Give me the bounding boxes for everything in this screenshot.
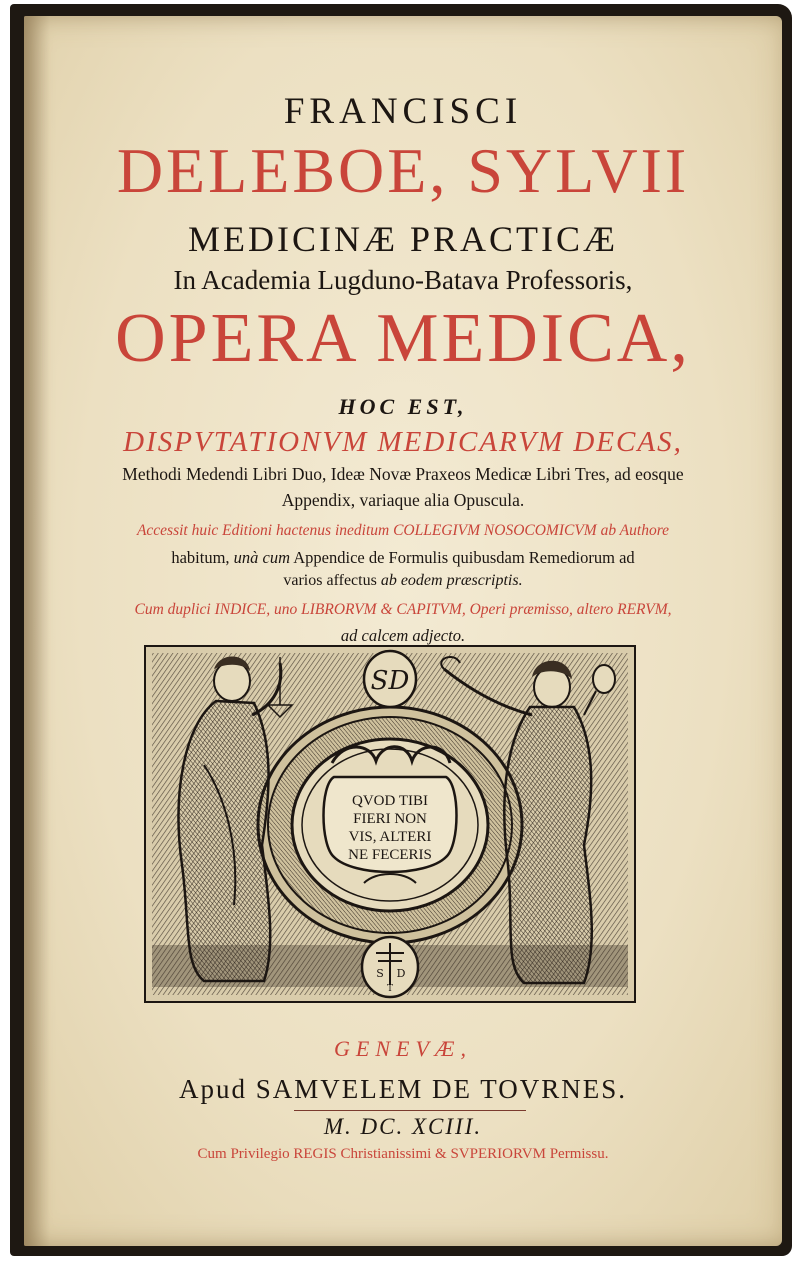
author-surname: DELEBOE, SYLVII <box>116 135 690 206</box>
imprint-privilege: Cum Privilegio REGIS Christianissimi & SVPERIORVM Permissu. <box>197 1146 609 1162</box>
seal-letter-d: D <box>396 967 406 980</box>
imprint-printer: SAMVELEM DE TOVRNES. <box>255 1074 628 1104</box>
imprint-rule <box>294 1110 526 1111</box>
title-page <box>24 16 782 1246</box>
contents-line-2: Appendix, variaque alia Opuscula. <box>281 490 525 510</box>
disputationum-line: DISPVTATIONVM MEDICARVM DECAS, <box>123 426 683 458</box>
index-line-2: ad calcem adjecto. <box>340 626 466 645</box>
imprint-year: M. DC. XCIII. <box>323 1114 483 1139</box>
author-affiliation: In Academia Lugduno-Batava Professoris, <box>173 265 633 295</box>
imprint-printer-line <box>24 1074 782 1105</box>
accessit-line-3 <box>24 572 782 590</box>
index-line-1: Cum duplici INDICE, uno LIBRORVM & CAPITVM, Operi præmisso, altero RERVM, <box>134 601 672 618</box>
accessit-una-cum: unà cum <box>233 548 291 567</box>
imprint-apud: Apud <box>178 1074 247 1104</box>
accessit-line-1: Accessit huic Editioni hactenus ineditum COLLEGIVM NOSOCOMICVM ab Authore <box>136 522 670 539</box>
seal-letter-s: S <box>376 967 384 980</box>
hoc-est-line: HOC EST, <box>338 394 468 419</box>
accessit-habitum: habitum, <box>171 548 230 567</box>
author-role: MEDICINÆ PRACTICÆ <box>187 219 619 259</box>
motto-line-3: VIS, ALTERI <box>348 829 432 845</box>
svg-text:SD: SD <box>370 666 410 696</box>
printers-device-engraving <box>144 645 636 1003</box>
accessit-appendice: Appendice de Formulis quibusdam Remediorum ad <box>293 548 635 567</box>
author-first-name: FRANCISCI <box>283 91 523 132</box>
seal-letter-t: T <box>386 984 394 994</box>
main-title: OPERA MEDICA, <box>115 300 691 377</box>
contents-line-1: Methodi Medendi Libri Duo, Ideæ Novæ Praxeos Medicæ Libri Tres, ad eosque <box>122 464 684 484</box>
motto-line-2: FIERI NON <box>353 811 427 827</box>
accessit-eodem: ab eodem præscriptis. <box>380 572 523 589</box>
motto-line-4: NE FECERIS <box>348 847 432 863</box>
accessit-varios: varios affectus <box>283 572 377 589</box>
imprint-place: GENEVÆ, <box>334 1036 472 1061</box>
accessit-line-2 <box>24 548 782 568</box>
motto-line-1: QVOD TIBI <box>352 793 428 809</box>
